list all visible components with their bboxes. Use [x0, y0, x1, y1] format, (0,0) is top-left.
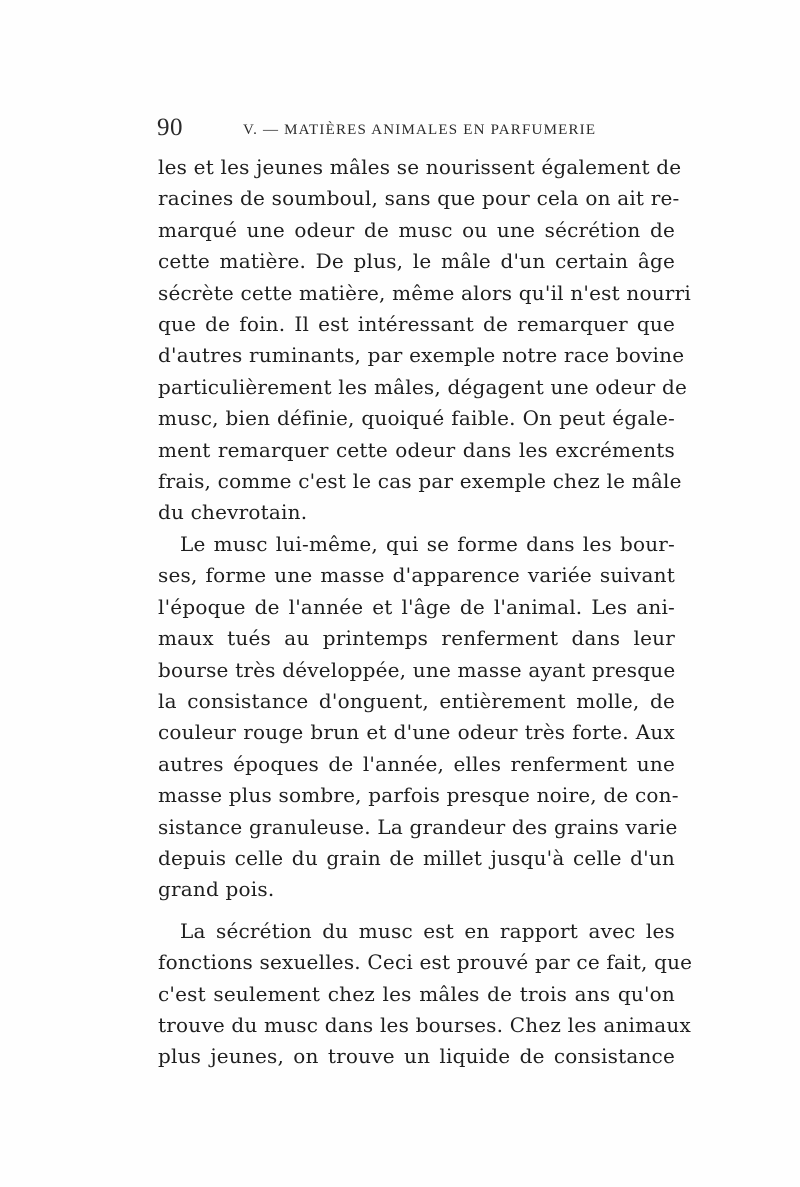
text-line: masse plus sombre, parfois presque noire, de con-: [158, 783, 679, 808]
text-line: trouve du musc dans les bourses. Chez les animaux: [158, 1012, 691, 1037]
text-line: marqué une odeur de musc ou une sécrétion de: [158, 217, 675, 242]
paragraph: [158, 529, 679, 906]
text-line: la consistance d'onguent, entièrement molle, de: [158, 688, 675, 713]
text-line: particulièrement les mâles, dégagent une odeur de: [158, 374, 688, 399]
text-line: les et les jeunes mâles se nourissent également de: [158, 155, 682, 179]
text-line: que de foin. Il est intéressant de remarquer que: [158, 312, 675, 337]
text-line: autres époques de l'année, elles renferment une: [158, 751, 675, 776]
text-line: ses, forme une masse d'apparence variée suivant: [158, 563, 675, 588]
paragraph: [158, 916, 693, 1073]
text-line: racines de soumboul, sans que pour cela on ait re-: [158, 186, 680, 211]
text-line: couleur rouge brun et d'une odeur très forte. Aux: [158, 720, 675, 745]
text-line: ment remarquer cette odeur dans les excréments: [158, 437, 675, 462]
paragraph-gap: [158, 906, 675, 916]
text-line: musc, bien définie, quoiqué faible. On peut égale-: [158, 406, 675, 431]
text-line: cette matière. De plus, le mâle d'un certain âge: [158, 249, 675, 274]
body-text: [158, 152, 693, 1073]
paragraph: [158, 152, 691, 529]
page-number: 90: [157, 114, 183, 141]
text-line: maux tués au printemps renferment dans leur: [158, 626, 675, 651]
text-line: plus jeunes, on trouve un liquide de consistance: [158, 1044, 675, 1069]
text-line: sécrète cette matière, même alors qu'il n'est nourri: [158, 280, 691, 305]
text-line: fonctions sexuelles. Ceci est prouvé par ce fait, que: [158, 950, 693, 975]
text-line: frais, comme c'est le cas par exemple chez le mâle: [158, 469, 682, 494]
text-line: d'autres ruminants, par exemple notre race bovine: [158, 343, 685, 368]
text-line: c'est seulement chez les mâles de trois ans qu'on: [158, 981, 675, 1006]
text-line: depuis celle du grain de millet jusqu'à celle d'un: [158, 845, 675, 870]
text-line: La sécrétion du musc est en rapport avec les: [180, 918, 675, 943]
text-line: Le musc lui-même, qui se forme dans les bour-: [180, 531, 675, 556]
text-line: du chevrotain.: [158, 500, 308, 525]
text-line: bourse très développée, une masse ayant presque: [158, 657, 676, 682]
text-line: sistance granuleuse. La grandeur des grains varie: [158, 814, 678, 839]
text-line: grand pois.: [158, 877, 275, 902]
page-header: [157, 112, 675, 148]
text-line: l'époque de l'année et l'âge de l'animal. Les ani-: [158, 594, 675, 619]
running-title: V. — MATIÈRES ANIMALES EN PARFUMERIE: [243, 122, 597, 138]
